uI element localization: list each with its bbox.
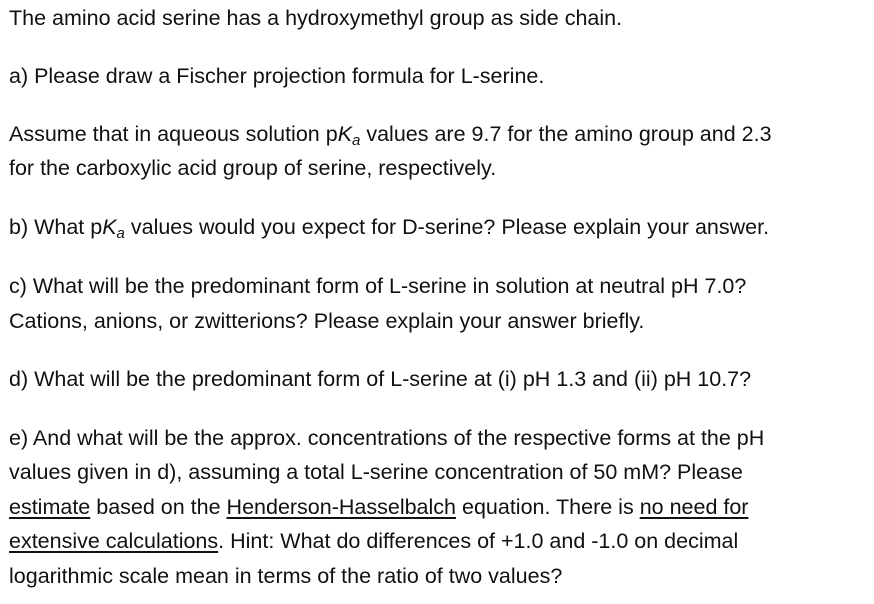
question-b xyxy=(9,210,769,244)
assumption-line-1 xyxy=(9,117,772,151)
question-a: a) Please draw a Fischer projection formula for L-serine. xyxy=(9,64,545,88)
hint-text: . Hint: What do differences of +1.0 and -1.0 on decimal xyxy=(218,529,739,553)
question-b-post: values would you expect for D-serine? Please explain your answer. xyxy=(124,215,770,239)
a-subscript-b: a xyxy=(116,225,125,242)
assumption-text-pre: Assume that in aqueous solution p xyxy=(9,122,338,146)
question-d: d) What will be the predominant form of L-serine at (i) pH 1.3 and (ii) pH 10.7? xyxy=(9,367,752,391)
pka-symbol xyxy=(337,122,361,149)
pka-symbol-b xyxy=(102,215,125,242)
henderson-hasselbalch-emphasis: Henderson-Hasselbalch xyxy=(226,495,457,519)
e-text-2: equation. There is xyxy=(456,495,640,519)
assumption-text-post: values are 9.7 for the amino group and 2.3 xyxy=(360,122,772,146)
question-e-line-1: e) And what will be the approx. concentrations of the respective forms at the pH xyxy=(9,426,765,450)
question-e-line-2: values given in d), assuming a total L-serine concentration of 50 mM? Please xyxy=(9,460,743,484)
k-letter: K xyxy=(337,122,353,146)
extensive-calculations-emphasis: extensive calculations xyxy=(9,529,219,553)
estimate-emphasis: estimate xyxy=(9,495,91,519)
assumption-line-2: for the carboxylic acid group of serine, respectively. xyxy=(9,156,497,180)
question-c-line-1: c) What will be the predominant form of L-serine in solution at neutral pH 7.0? xyxy=(9,274,747,298)
question-b-pre: b) What p xyxy=(9,215,103,239)
a-subscript: a xyxy=(352,132,361,149)
k-letter-b: K xyxy=(102,215,117,239)
question-c-line-2: Cations, anions, or zwitterions? Please explain your answer briefly. xyxy=(9,309,645,333)
question-e-line-4 xyxy=(9,524,738,558)
question-e-line-5: logarithmic scale mean in terms of the ratio of two values? xyxy=(9,564,563,588)
question-e-line-3 xyxy=(9,490,748,524)
e-text-1: based on the xyxy=(90,495,227,519)
no-need-for-emphasis: no need for xyxy=(639,495,749,519)
intro-text: The amino acid serine has a hydroxymethyl group as side chain. xyxy=(9,6,623,30)
